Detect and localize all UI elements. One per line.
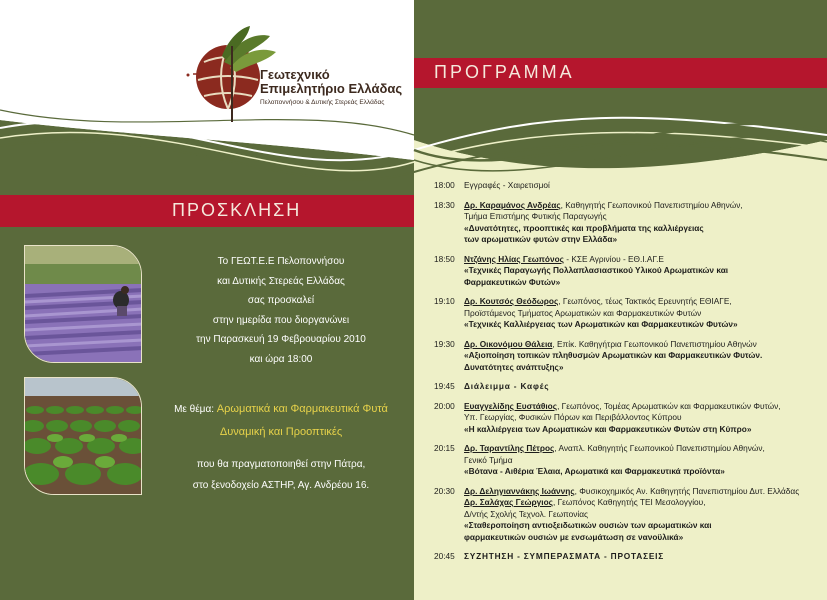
program-body <box>464 180 820 192</box>
program-time: 18:30 <box>434 199 455 210</box>
place-line-2: στο ξενοδοχείο ΑΣΤΗΡ, Αγ. Ανδρέου 16. <box>192 480 370 491</box>
program-item <box>434 254 820 289</box>
talk-title: «Τεχνικές Παραγωγής Πολλαπλασιαστικού Υλικού Αρωματικών και <box>464 265 729 275</box>
talk-title: Φαρμακευτικών Φυτών» <box>464 276 561 287</box>
program-speaker-line <box>464 254 820 266</box>
invitation-title: ΠΡΟΣΚΛΗΣΗ <box>172 200 302 220</box>
program-time: 18:00 <box>434 180 455 190</box>
speaker-role: Γενικό Τμήμα <box>464 454 513 465</box>
speaker-role: , Γεωπόνος, Τομέας Αρωματικών και Φαρμακευτικών Φυτών, <box>557 400 781 411</box>
speaker-name: Δρ. Δεληγιαννάκης Ιωάννης <box>464 485 575 496</box>
speaker-role: , Φυσικοχημικός Αν. Καθηγητής Πανεπιστημίου Δυτ. Ελλάδας <box>574 485 800 496</box>
program-time: 20:00 <box>434 400 455 411</box>
talk-title: «Δυνατότητες, προοπτικές και προβλήματα της καλλιέργειας <box>464 222 704 233</box>
program-speaker-line <box>464 339 820 351</box>
speaker-name: Δρ. Οικονόμου Θάλεια <box>464 338 553 349</box>
talk-title: «Βότανα - Αιθέρια Έλαια, Αρωματικά και Φαρμακευτικά προϊόντα» <box>464 466 725 476</box>
program-item <box>434 296 820 331</box>
invitation-line: την Παρασκευή 19 Φεβρουαρίου 2010 <box>196 334 366 345</box>
speaker-name: Ντζάνης Ηλίας Γεωπόνος <box>464 253 564 264</box>
invitation-theme <box>150 398 412 444</box>
program-speaker-line <box>464 200 820 212</box>
program-body <box>464 254 820 289</box>
talk-title: «Αξιοποίηση τοπικών πληθυσμών Αρωματικών και Φαρμακευτικών Φυτών. <box>464 350 763 360</box>
herb-field-photo <box>24 377 142 495</box>
logo-subtitle: Πελοποννήσου & Δυτικής Στερεάς Ελλάδας <box>260 99 385 106</box>
talk-title: Δυνατότητες ανάπτυξης» <box>464 361 564 372</box>
program-item <box>434 551 820 563</box>
program-time: 20:45 <box>434 551 455 561</box>
program-title: ΠΡΟΓΡΑΜΜΑ <box>434 62 575 82</box>
program-body <box>464 200 820 246</box>
speaker-role: Προϊστάμενος Τμήματος Αρωματικών και Φαρμακευτικών Φυτών <box>464 307 702 318</box>
invitation-place <box>150 454 412 496</box>
speaker-role: Υπ. Γεωργίας, Φυσικών Πόρων και Περιβάλλοντος Κύπρου <box>464 412 682 422</box>
invitation-line: στην ημερίδα που διοργανώνει <box>212 314 350 326</box>
program-speaker-line <box>464 443 820 455</box>
talk-title: «Τεχνικές Καλλιέργειας των Αρωματικών και Φαρμακευτικών Φυτών» <box>464 319 738 329</box>
speaker-role: Δ/ντής Σχολής Τεχνολ. Γεωπονίας <box>464 508 589 519</box>
program-speaker-line <box>464 296 820 308</box>
program-item <box>434 486 820 544</box>
program-speaker-line <box>464 497 820 509</box>
program-time: 19:30 <box>434 338 455 349</box>
program-item <box>434 381 820 393</box>
program-time: 20:30 <box>434 485 455 496</box>
program-item <box>434 200 820 246</box>
speaker-role: , Επίκ. Καθηγήτρια Γεωπονικού Πανεπιστημίου Αθηνών <box>552 338 757 349</box>
logo-line-2: Επιμελητήριο Ελλάδας <box>260 81 403 96</box>
program-body <box>464 401 820 436</box>
speaker-name: Δρ. Καραμάνος Ανδρέας <box>464 199 561 210</box>
speaker-name: Δρ. Κουτσός Θεόδωρος <box>464 296 559 306</box>
program-body <box>464 486 820 544</box>
place-line-1: που θα πραγματοποιηθεί στην Πάτρα, <box>196 459 366 470</box>
closing-label: ΣΥΖΗΤΗΣΗ - ΣΥΜΠΕΡΑΣΜΑΤΑ - ΠΡΟΤΑΣΕΙΣ <box>464 551 665 561</box>
program-speaker-line <box>464 401 820 413</box>
speaker-role: - ΚΣΕ Αγρινίου - ΕΘ.Ι.ΑΓ.Ε <box>563 253 664 264</box>
speaker-role: , Αναπλ. Καθηγητής Γεωπονικού Πανεπιστημίου Αθηνών, <box>554 443 765 453</box>
program-body <box>464 381 820 393</box>
program-body <box>464 443 820 478</box>
program-text: Εγγραφές - Χαιρετισμοί <box>464 180 550 190</box>
theme-subtitle: Δυναμική και Προοπτικές <box>219 426 343 438</box>
program-item <box>434 443 820 478</box>
theme-line-2 <box>150 421 412 444</box>
speaker-role: , Γεωπόνος, τέως Τακτικός Ερευνητής ΕΘΙΑΓΕ, <box>558 296 732 306</box>
invitation-text <box>150 252 412 369</box>
theme-line-1 <box>150 398 412 421</box>
invitation-line: και Δυτικής Στερεάς Ελλάδας <box>217 275 345 287</box>
talk-title: των αρωματικών φυτών στην Ελλάδα» <box>464 234 618 244</box>
break-label: Διάλειμμα - Καφές <box>464 381 550 391</box>
talk-title: «Σταθεροποίηση αντιοξειδωτικών ουσιών των αρωματικών και <box>464 520 712 530</box>
program-time: 19:10 <box>434 296 455 306</box>
speaker-name: Δρ. Ταραντίλης Πέτρος <box>464 443 555 453</box>
speaker-role: , Καθηγητής Γεωπονικού Πανεπιστημίου Αθηνών, <box>560 199 743 210</box>
speaker-name: Ευαγγελίδης Ευστάθιος <box>464 400 558 411</box>
program-item <box>434 339 820 374</box>
speaker-role: , Γεωπόνος Καθηγητής ΤΕΙ Μεσολογγίου, <box>552 497 706 507</box>
program-body <box>464 339 820 374</box>
program-item <box>434 180 820 192</box>
program-body <box>464 551 820 563</box>
lavender-field-photo <box>24 245 142 363</box>
invitation-line: και ώρα 18:00 <box>249 353 313 365</box>
program-time: 20:15 <box>434 443 455 453</box>
logo-line-1: Γεωτεχνικό <box>260 67 330 82</box>
program-time: 18:50 <box>434 253 455 264</box>
program-body <box>464 296 820 331</box>
program-list <box>434 180 820 571</box>
program-time: 19:45 <box>434 381 455 391</box>
speaker-role: Τμήμα Επιστήμης Φυτικής Παραγωγής <box>464 211 607 221</box>
talk-title: φαρμακευτικών ουσιών με ενσωμάτωση σε νανοϋλικά» <box>464 531 684 542</box>
program-item <box>434 401 820 436</box>
theme-title: Αρωματικά και Φαρμακευτικά Φυτά <box>216 403 388 415</box>
logo-text <box>260 68 402 106</box>
theme-prefix: Με θέμα: <box>174 404 215 415</box>
talk-title: «Η καλλιέργεια των Αρωματικών και Φαρμακευτικών Φυτών στη Κύπρο» <box>464 423 752 434</box>
speaker-name: Δρ. Σαλάχας Γεώργιος <box>464 497 553 507</box>
invitation-line: σας προσκαλεί <box>247 295 315 306</box>
program-speaker-line <box>464 486 820 498</box>
invitation-line: Το ΓΕΩΤ.Ε.Ε Πελοποννήσου <box>217 256 345 267</box>
